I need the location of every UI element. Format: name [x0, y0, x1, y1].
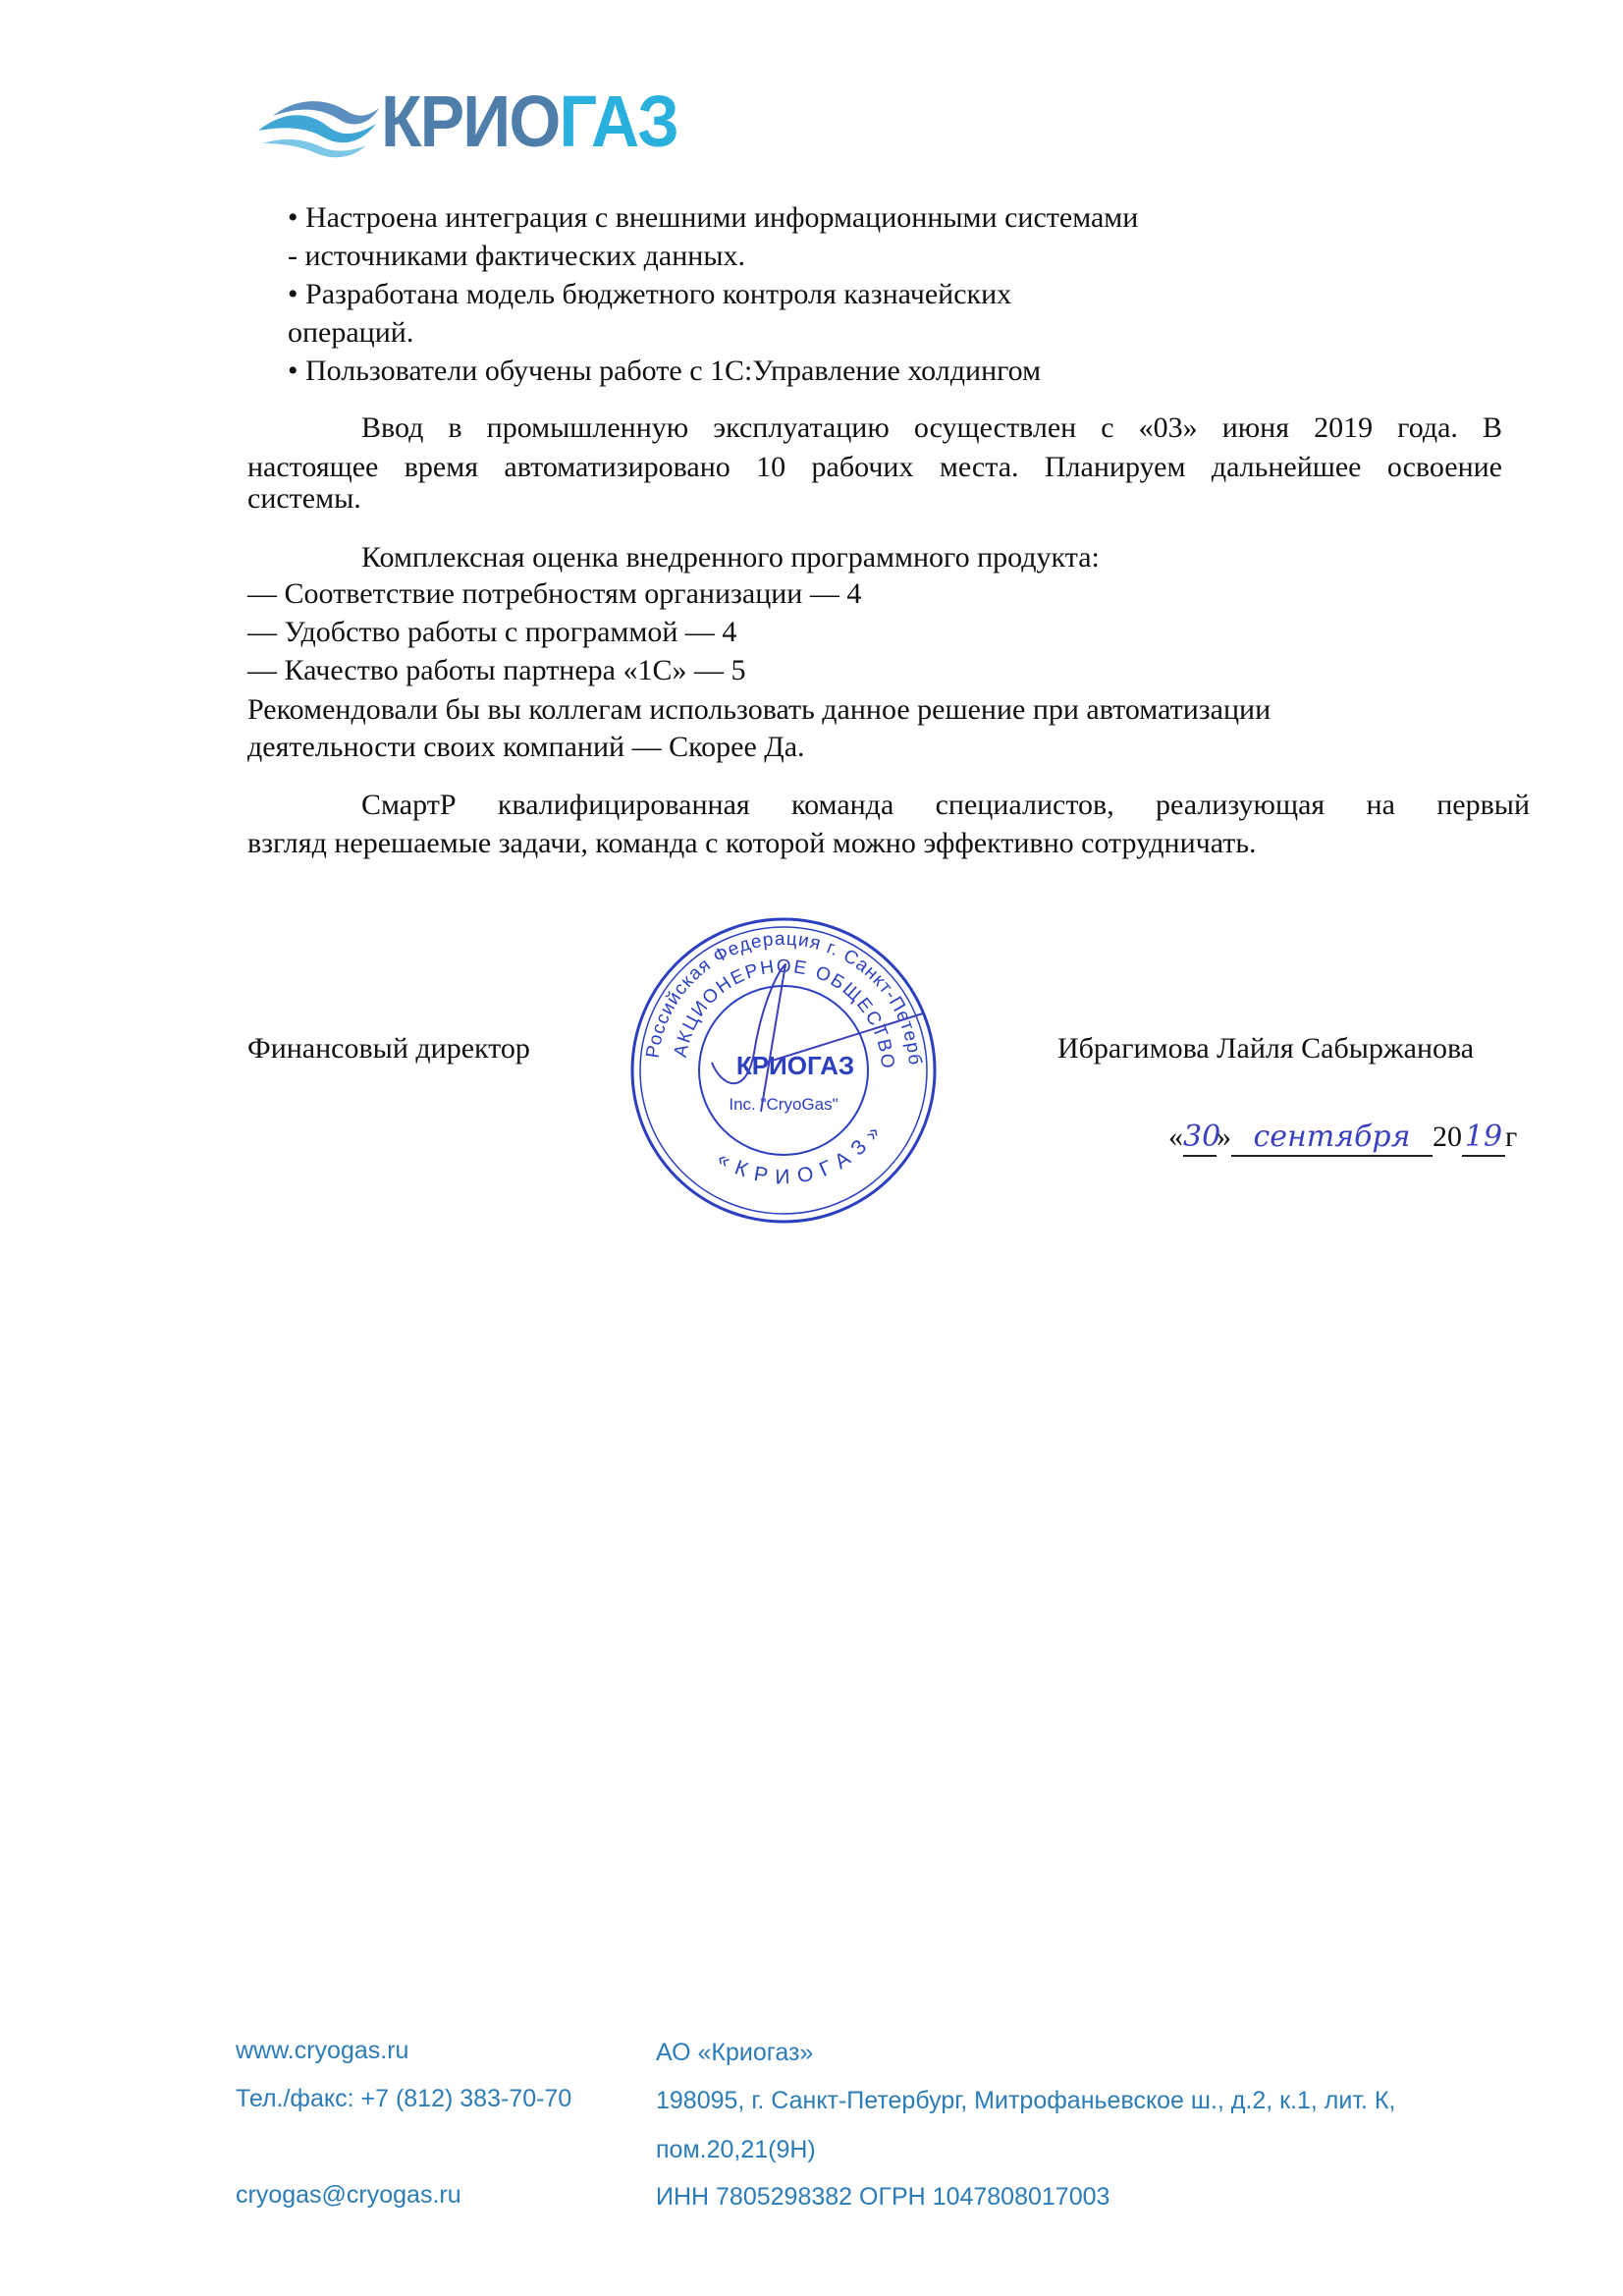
evaluation-item: — Качество работы партнера «1С» — 5: [247, 654, 746, 686]
date-day: 30: [1183, 1120, 1217, 1157]
recommend-line: Рекомендовали бы вы коллегам использовать данное решение при автоматизации: [247, 693, 1271, 726]
bullet-line: - источниками фактических данных.: [288, 240, 746, 272]
paragraph-line: системы.: [247, 482, 361, 515]
stamp-outer-text: Российская Федерация г. Санкт-Петерб: [642, 928, 925, 1066]
footer-company: АО «Криогаз»: [656, 2039, 814, 2066]
footer-address-line1: 198095, г. Санкт-Петербург, Митрофаньевское ш., д.2, к.1, лит. К,: [656, 2087, 1396, 2114]
footer-address-line2: пом.20,21(9Н): [656, 2136, 816, 2163]
signatory-name: Ибрагимова Лайля Сабыржанова: [1057, 1032, 1475, 1065]
stamp-center-text: КРИОГАЗ: [735, 1051, 855, 1080]
footer-website[interactable]: www.cryogas.ru: [236, 2037, 409, 2064]
logo-text-part2: ГАЗ: [559, 81, 678, 162]
company-logo: [253, 81, 715, 165]
stamp-inner-text: АКЦИОНЕРНОЕ ОБЩЕСТВО: [670, 956, 898, 1071]
evaluation-item: — Удобство работы с программой — 4: [247, 616, 737, 648]
footer-ids: ИНН 7805298382 ОГРН 1047808017003: [656, 2183, 1110, 2211]
signatory-position: Финансовый директор: [247, 1032, 530, 1065]
signature-date: [1168, 1120, 1517, 1157]
footer-phone: Тел./факс: +7 (812) 383-70-70: [236, 2085, 572, 2112]
recommend-line: деятельности своих компаний — Скорее Да.: [247, 731, 805, 763]
date-year: 19: [1462, 1120, 1505, 1157]
date-month: сентября: [1231, 1120, 1433, 1157]
wave-logo-icon: [253, 86, 381, 165]
bullet-line: • Настроена интеграция с внешними информационными системами: [288, 201, 1139, 234]
stamp-bottom-text: «КРИОГАЗ»: [713, 1115, 891, 1189]
company-stamp: [628, 915, 939, 1226]
evaluation-item: — Соответствие потребностям организации — 4: [247, 577, 862, 610]
stamp-center-en: Inc. "CryoGas": [729, 1095, 839, 1114]
paragraph-line: настоящее время автоматизировано 10 рабочих места. Планируем дальнейшее освоение: [247, 451, 1502, 483]
date-year-prefix: 20: [1433, 1121, 1462, 1153]
paragraph-line: СмартР квалифицированная команда специалистов, реализующая на первый: [361, 789, 1530, 821]
evaluation-heading: Комплексная оценка внедренного программного продукта:: [361, 541, 1100, 574]
bullet-line: операций.: [288, 316, 414, 349]
bullet-line: • Разработана модель бюджетного контроля казначейских: [288, 278, 1012, 310]
date-suffix: г: [1505, 1121, 1518, 1153]
logo-text-part1: КРИО: [381, 81, 560, 162]
paragraph-line: Ввод в промышленную эксплуатацию осуществлен с «03» июня 2019 года. В: [361, 411, 1502, 444]
footer-email[interactable]: cryogas@cryogas.ru: [236, 2181, 461, 2209]
date-close-quote: »: [1217, 1121, 1231, 1153]
bullet-line: • Пользователи обучены работе с 1С:Управление холдингом: [288, 355, 1042, 387]
paragraph-line: взгляд нерешаемые задачи, команда с которой можно эффективно сотрудничать.: [247, 827, 1257, 859]
svg-text:«КРИОГАЗ»: [713, 1115, 890, 1188]
date-open-quote: «: [1168, 1121, 1183, 1153]
